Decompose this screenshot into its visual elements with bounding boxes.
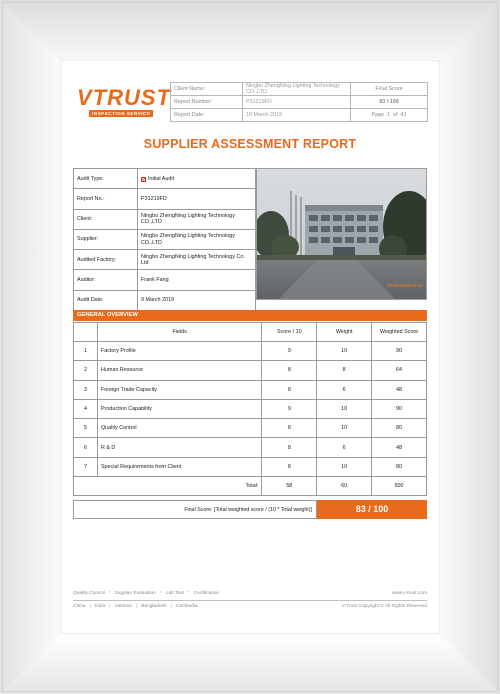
table-row — [74, 438, 427, 457]
country-separator: | — [89, 604, 91, 609]
overview-header-row — [74, 323, 427, 342]
footer-copyright: V-Trust Copyright © All Rights Reserved — [341, 604, 427, 609]
country-separator: | — [109, 604, 111, 609]
general-overview-table — [73, 322, 427, 496]
audit-date-label: Audit Date: — [74, 290, 138, 310]
row-weight: 10 — [317, 419, 372, 438]
country-bangladesh: Bangladesh — [141, 604, 167, 609]
row-weight: 10 — [317, 457, 372, 476]
row-field: Special Requirements from Client — [97, 457, 261, 476]
final-score-row — [73, 500, 427, 519]
row-weighted: 90 — [372, 342, 427, 361]
checkbox-checked-icon: ✓ — [142, 176, 147, 183]
service-separator: * — [108, 591, 111, 596]
client-row — [74, 209, 256, 229]
row-score: 9 — [262, 399, 317, 418]
footer-services — [73, 590, 219, 598]
service-separator: * — [159, 591, 162, 596]
table-row — [74, 380, 427, 399]
row-number: 6 — [74, 438, 98, 457]
row-score: 8 — [262, 361, 317, 380]
report-no-value: P31219FD — [138, 189, 256, 209]
supplier-label: Supplier: — [74, 229, 138, 249]
report-date-label: Report Date: — [171, 109, 243, 122]
table-row — [74, 361, 427, 380]
row-number: 7 — [74, 457, 98, 476]
weight-header: Weight — [317, 323, 372, 342]
vtrust-logo — [77, 85, 172, 127]
page-of: of — [393, 112, 398, 118]
logo-brand-rest: TRUST — [92, 85, 172, 110]
row-weighted: 64 — [372, 361, 427, 380]
service-quality-control: Quality Control — [73, 591, 105, 596]
row-field: Foreign Trade Capacity — [97, 380, 261, 399]
row-field: Quality Control — [97, 419, 261, 438]
audit-info-table — [73, 168, 256, 311]
final-score-label: Final Score — [351, 83, 428, 96]
row-number: 4 — [74, 399, 98, 418]
table-row — [74, 342, 427, 361]
service-certification: Certification — [193, 591, 220, 596]
audit-date-value: 9 March 2019 — [138, 290, 256, 310]
row-weight: 10 — [317, 399, 372, 418]
row-weight: 6 — [317, 380, 372, 399]
country-vietnam: Vietnam — [114, 604, 132, 609]
report-no-row — [74, 189, 256, 209]
audited-factory-row — [74, 250, 256, 270]
footer-website[interactable]: www.v-trust.com — [391, 591, 427, 596]
row-field: Human Resource — [97, 361, 261, 380]
row-weight: 8 — [317, 361, 372, 380]
photo-timestamp: 2019/03/09 09:42 — [387, 283, 423, 288]
country-india: India — [94, 604, 106, 609]
supplier-value: Ningbo ZhengNing Lighting Technology CO.,LTD — [138, 229, 256, 249]
final-score-value: 83 / 100 — [317, 500, 427, 519]
row-number: 1 — [74, 342, 98, 361]
auditor-value: Frank Fang — [138, 270, 256, 290]
report-title: SUPPLIER ASSESSMENT REPORT — [143, 137, 357, 151]
no-header — [74, 323, 98, 342]
audit-type-label: Audit Type: — [74, 169, 138, 189]
row-weight: 10 — [317, 342, 372, 361]
footer-divider — [73, 600, 427, 601]
country-china: China — [73, 604, 86, 609]
service-lab-test: Lab Test — [165, 591, 184, 596]
row-score: 9 — [262, 342, 317, 361]
row-weight: 6 — [317, 438, 372, 457]
audit-type-value: Initial Audit — [148, 175, 175, 182]
supplier-row — [74, 229, 256, 249]
row-field: Factory Profile — [97, 342, 261, 361]
row-field: R & D — [97, 438, 261, 457]
row-number: 3 — [74, 380, 98, 399]
client-label: Client: — [74, 209, 138, 229]
service-separator: * — [187, 591, 190, 596]
row-weighted: 48 — [372, 438, 427, 457]
report-no-label: Report No.: — [74, 189, 138, 209]
row-score: 8 — [262, 380, 317, 399]
total-row — [74, 477, 427, 496]
report-date-value: 10 March 2019 — [243, 109, 351, 122]
audited-factory-value: Ningbo ZhengNing Lighting Technology Co. Ltd — [138, 250, 256, 270]
audit-type-value-cell — [138, 169, 256, 189]
row-number: 5 — [74, 419, 98, 438]
report-page — [60, 60, 440, 634]
auditor-label: Auditor: — [74, 270, 138, 290]
total-weighted: 500 — [372, 477, 427, 496]
total-score: 58 — [262, 477, 317, 496]
client-value: Ningbo ZhengNing Lighting Technology CO.,LTD — [138, 209, 256, 229]
row-score: 8 — [262, 419, 317, 438]
row-weighted: 80 — [372, 419, 427, 438]
logo-brand-prefix: V — [77, 85, 93, 110]
table-row — [74, 457, 427, 476]
row-weighted: 80 — [372, 457, 427, 476]
country-separator: | — [135, 604, 138, 609]
country-separator: | — [170, 604, 172, 609]
page-total: 41 — [400, 112, 407, 118]
logo-tagline: INSPECTION SERVICE — [89, 110, 153, 117]
fields-header: Fields — [97, 323, 261, 342]
footer-countries — [73, 603, 198, 611]
client-name-label: Client Name: — [171, 83, 243, 96]
row-score: 8 — [262, 457, 317, 476]
page-current: 1 — [387, 112, 391, 118]
client-name-value: Ningbo ZhengNing Lighting Technology CO.,LTD — [243, 83, 351, 96]
row-weighted: 48 — [372, 380, 427, 399]
report-number-value: P31219FD — [243, 96, 351, 109]
country-cambodia: Cambodia — [175, 604, 198, 609]
score-header: Score / 10 — [262, 323, 317, 342]
row-number: 2 — [74, 361, 98, 380]
report-number-label: Report Number: — [171, 96, 243, 109]
factory-photo-svg — [257, 169, 427, 300]
total-weight: 60 — [317, 477, 372, 496]
table-row — [74, 399, 427, 418]
page-indicator — [351, 109, 428, 122]
total-label: Total: — [74, 477, 262, 496]
logo-brand — [77, 85, 172, 110]
audit-type-row — [74, 169, 256, 189]
general-overview-heading: GENERAL OVERVIEW — [73, 310, 427, 321]
final-score-formula: Final Score: [Total weighted score / (10 * Total weight)] — [73, 500, 317, 519]
factory-photo — [256, 168, 427, 300]
row-field: Production Capability — [97, 399, 261, 418]
header-final-score: 83 / 100 — [351, 96, 428, 109]
row-weighted: 90 — [372, 399, 427, 418]
page-footer — [73, 590, 427, 611]
audited-factory-label: Audited Factory: — [74, 250, 138, 270]
row-score: 8 — [262, 438, 317, 457]
table-row — [74, 419, 427, 438]
auditor-row — [74, 270, 256, 290]
footer-bottom-row — [73, 603, 427, 611]
footer-top-row — [73, 590, 427, 598]
weighted-score-header: Weighted Score — [372, 323, 427, 342]
page-label: Page — [371, 112, 385, 118]
service-supplier-evaluation: Supplier Evaluation — [114, 591, 156, 596]
report-header-table — [170, 82, 428, 122]
audit-date-row — [74, 290, 256, 310]
